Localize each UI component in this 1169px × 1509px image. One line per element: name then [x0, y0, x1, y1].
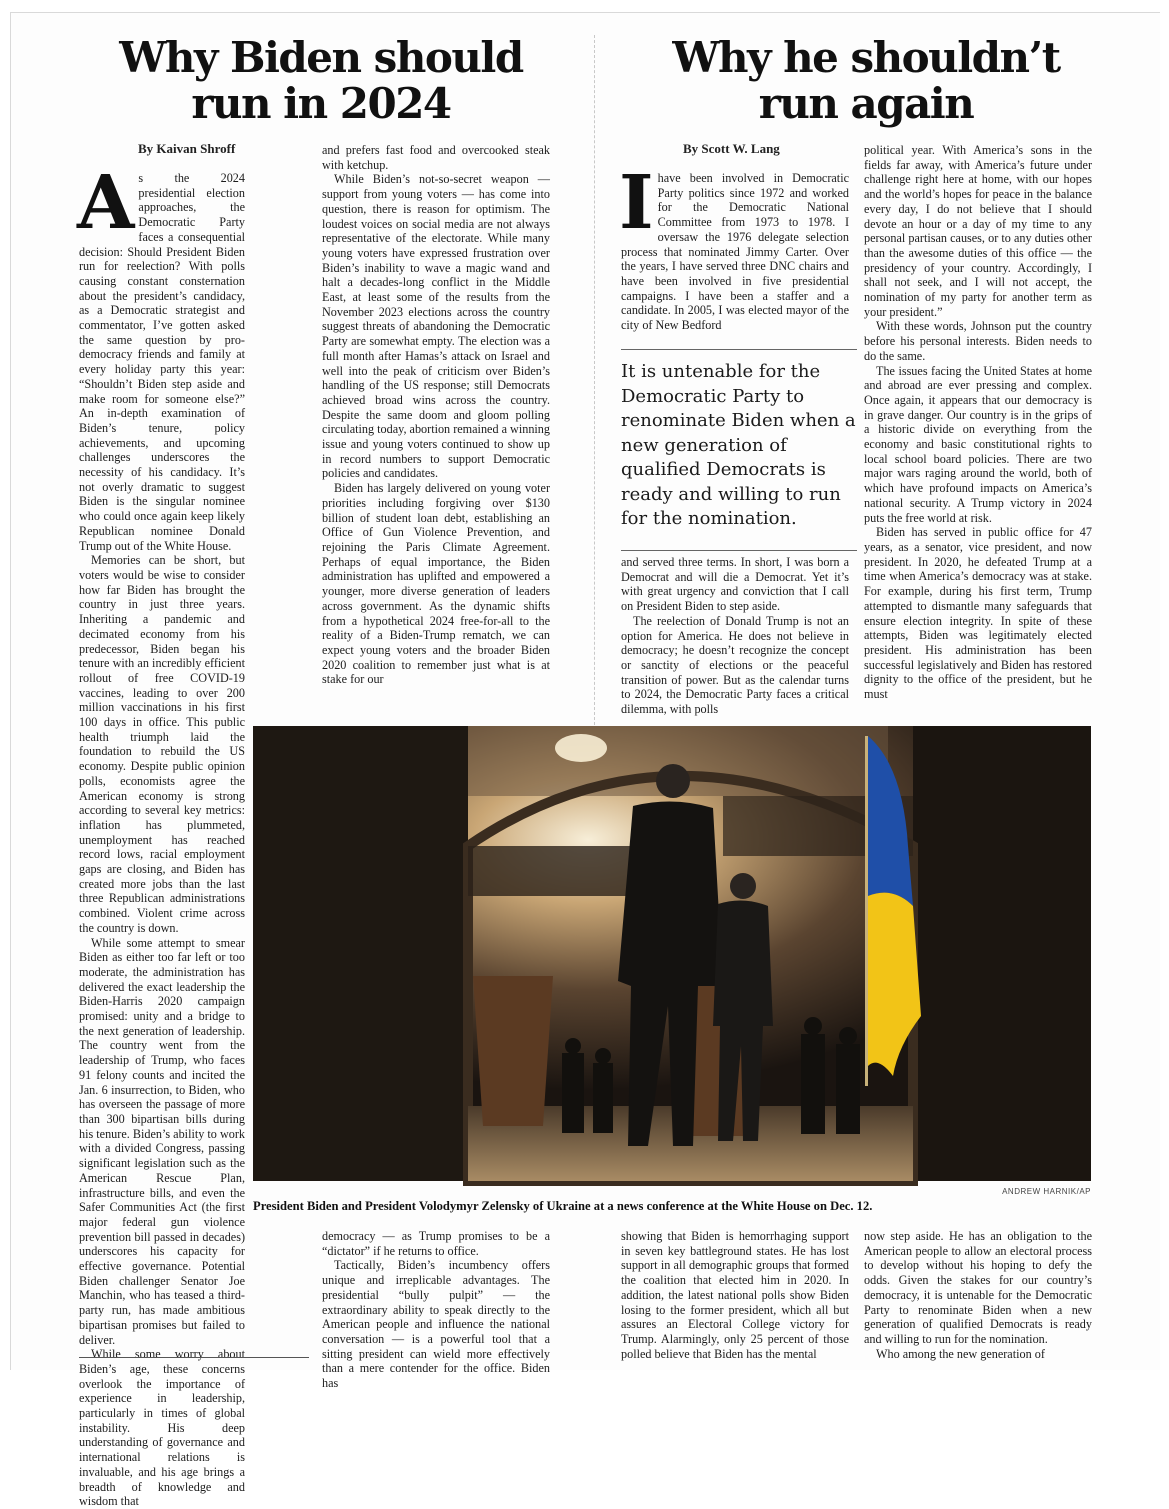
drop-cap: I [619, 160, 654, 246]
paragraph: While some worry about Biden’s age, these concerns overlook the importance of experience in leadership, particularly in times of global instability. His deep understanding of governance and international relations is invaluable, and his age brings a breadth of knowledge and wisdom that [79, 1347, 245, 1509]
right-pillar [913, 726, 1091, 1181]
paragraph: The reelection of Donald Trump is not an option for America. He does not believe in democracy; he doesn’t recognize the concept or sanctity of elections or the peaceful transition of power. But as the calendar turns to 2024, the Democratic Party faces a critical dilemma, with polls [621, 613, 849, 717]
con-column-2 [864, 143, 1092, 718]
headline-con-line1: Why he shouldn’t [672, 33, 1060, 82]
paragraph: showing that Biden is hemorrhaging support in seven key battleground states. He has lost support in all demographic groups that formed the coalition that elected him in 2020. In addition, the latest national polls show Biden losing to the former president, which all but assures an Electoral College victory for Trump. Alarmingly, only 25 percent of those polled believe that Biden has the mental [621, 1229, 849, 1361]
column-divider [594, 35, 595, 725]
paragraph: political year. With America’s sons in the fields far away, with America’s future under challenge right here at home, with our hopes and the world’s hopes for peace in the balance every day, I do not believe that I should devote an hour or a day of my time to any personal partisan causes, or to any duties other than the awesome duties of this office — the presidency of your country. Accordingly, I shall not seek, and I will not accept, the nomination of my party for another term as your president.” [864, 143, 1092, 319]
paragraph: While some attempt to smear Biden as either too far left or too moderate, the administration has delivered the exact leadership the Biden-Harris 2020 campaign promised: unity and a bridge to the next generation of leadership. The country went from the leadership of Trump, who faces 91 felony counts and incited the Jan. 6 insurrection, to Biden, who has overseen the passage of more than 300 bipartisan bills during his tenure. Biden’s ability to work with a divided Congress, passing significant legislation such as the American Rescue Plan, infrastructure bills, and even the Safer Communities Act (the first major federal gun violence prevention bill passed in decades) underscores his capacity for effective governance. Potential Biden challenger Senator Joe Manchin, who has teased a third-party run, has made ambitious bipartisan promises but failed to deliver. [79, 935, 245, 1347]
headline-pro-line2: run in 2024 [191, 79, 451, 128]
podium-left [473, 976, 553, 1126]
section-rule [79, 1357, 309, 1358]
paragraph: Biden has served in public office for 47 years, as a senator, vice president, and now president. In 2020, he defeated Trump at a time when America’s democracy was at stake. For example, during his first term, Trump attempted to dismantle many safeguards that ensure election integrity. In spite of these attempts, Biden was legitimately elected president. His administration has been successful legislatively and Biden has restored dignity to the office of the president, but he must [864, 525, 1092, 702]
photo-credit: ANDREW HARNIK/AP [1002, 1187, 1091, 1196]
figure-zelensky-head [730, 873, 756, 899]
paragraph: The issues facing the United States at home and abroad are ever pressing and complex. Once again, it appears that our democracy is in grave danger. Our country is in the grips of a historic divide on everything from the economy and basic constitutional rights to local school board policies. There are two major wars raging around the world, both of which have profound impacts on America’s national security. A Trump victory in 2024 puts the free world at risk. [864, 363, 1092, 525]
paragraph: democracy — as Trump promises to be a “dictator” if he returns to office. [322, 1229, 550, 1258]
paragraph: now step aside. He has an obligation to the American people to allow an electoral process to develop without his hoping to defy the odds. Given the stakes for our country’s democracy, it is untenable for the Democratic Party to renominate Biden when a new generation of qualified Democrats is ready and willing to run for the nomination. [864, 1229, 1092, 1346]
paragraph: Biden has largely delivered on young voter priorities including forgiving over $130 billion of student loan debt, establishing an Office of Gun Violence Prevention, and rejoining the Paris Climate Agreement. Perhaps of equal importance, the Biden administration has uplifted and empowered a younger, more diverse generation of leaders across government. As the dynamic shifts from a hypothetical 2024 free-for-all to the reality of a Biden-Trump rematch, we can expect young voters and the broader Biden 2020 coalition to remember just what is at stake for our [322, 481, 550, 687]
paragraph: s the 2024 presidential election approaches, the Democratic Party faces a consequential decision: Should President Biden run for reelection? With polls causing constant consternation about the president’s candidacy, as a Democratic strategist and commentator, I’ve gotten asked the same question by pro-democracy friends and family at every holiday party this year: “Shouldn’t Biden step aside and make room for someone else?” An in-depth examination of Biden’s tenure, policy achievements, and upcoming challenges underscores the necessity of his candidacy. It’s not overly dramatic to suggest Biden is the singular nominee who could once again keep likely Republican nominee Donald Trump out of the White House. [79, 171, 245, 553]
con-column-1-bottom [621, 1229, 849, 1369]
photo-illustration [253, 726, 1091, 1181]
newspaper-page [10, 12, 1160, 1509]
headline-con-line2: run again [758, 79, 974, 128]
con-column-2-bottom [864, 1229, 1092, 1369]
pro-column-2-continued [322, 1229, 550, 1391]
headline-pro [91, 35, 551, 127]
headline-con [641, 35, 1091, 127]
chandelier [555, 734, 607, 762]
pro-column-1 [77, 160, 245, 1509]
news-photo [253, 726, 1091, 1181]
pull-quote: It is untenable for the Democratic Party to renominate Biden when a new generation of qualified Democrats is ready and willing to run for the nomination. [621, 349, 857, 551]
paragraph: Tactically, Biden’s incumbency offers unique and irreplicable advantages. The presidential “bully pulpit” — the extraordinary ability to speak directly to the American people and influence the national conversation — is a powerful tool that a sitting president can wield more effectively than a mere contender for the office. Biden has [322, 1258, 550, 1391]
con-column-1-continued [621, 555, 849, 718]
paragraph: With these words, Johnson put the country before his personal interests. Biden needs to do the same. [864, 319, 1092, 363]
con-column-1 [619, 160, 849, 337]
pro-column-2 [322, 143, 550, 716]
paragraph: Memories can be short, but voters would be wise to consider how far Biden has brought the country in just three years. Inheriting a pandemic and decimated economy from his predecessor, Biden began his tenure with an incredibly efficient rollout of free COVID-19 vaccines, leading to over 200 million vaccinations in his first 100 days in office. This public health triumph laid the foundation to rebuild the US economy. Despite public opinion polls, economists agree the American economy is strong according to several key metrics: inflation has plummeted, unemployment has reached record lows, racial employment gaps are closing, and Biden has created more jobs than the last three Republican administrations combined. Violent crime across the country is down. [79, 553, 245, 935]
paragraph: While Biden’s not-so-secret weapon — support from young voters — has come into question, there is reason for optimism. The loudest voices on social media are not always representative of the electorate. While many young voters have expressed frustration over Biden’s inability to wave a magic wand and halt a decades-long conflict in the Middle East, at least some of the results from the November 2023 elections across the country suggest threats of abandoning the Democratic Party are somewhat empty. The election was a full month after Hamas’s attack on Israel and well into the peak of criticism over Biden’s handling of the US response; still Democrats achieved broad wins across the country. Despite the same doom and gloom polling circulating today, abortion remained a winning issue and young voters continued to show up in record numbers to support Democratic policies and candidates. [322, 172, 550, 481]
headline-pro-line1: Why Biden should [119, 33, 523, 82]
photo-caption: President Biden and President Volodymyr Zelensky of Ukraine at a news conference at the White House on Dec. 12. [253, 1199, 873, 1213]
figure-biden-head [656, 764, 690, 798]
paragraph: and served three terms. In short, I was born a Democrat and will die a Democrat. Yet it’s with great urgency and conviction that I call on President Biden to step aside. [621, 555, 849, 614]
drop-cap: A [77, 160, 135, 246]
byline-pro: By Kaivan Shroff [138, 141, 236, 156]
paragraph: and prefers fast food and overcooked steak with ketchup. [322, 143, 550, 172]
paragraph: have been involved in Democratic Party politics since 1972 and worked for the Democratic National Committee from 1973 to 1978. I oversaw the 1976 delegate selection process that nominated Jimmy Carter. Over the years, I have served three DNC chairs and have been involved in five presidential campaigns. I have been a staffer and a candidate. In 2005, I was elected mayor of the city of New Bedford [621, 171, 849, 333]
left-pillar [253, 726, 468, 1181]
paragraph: Who among the new generation of [876, 1346, 1045, 1361]
byline-con: By Scott W. Lang [683, 141, 780, 156]
